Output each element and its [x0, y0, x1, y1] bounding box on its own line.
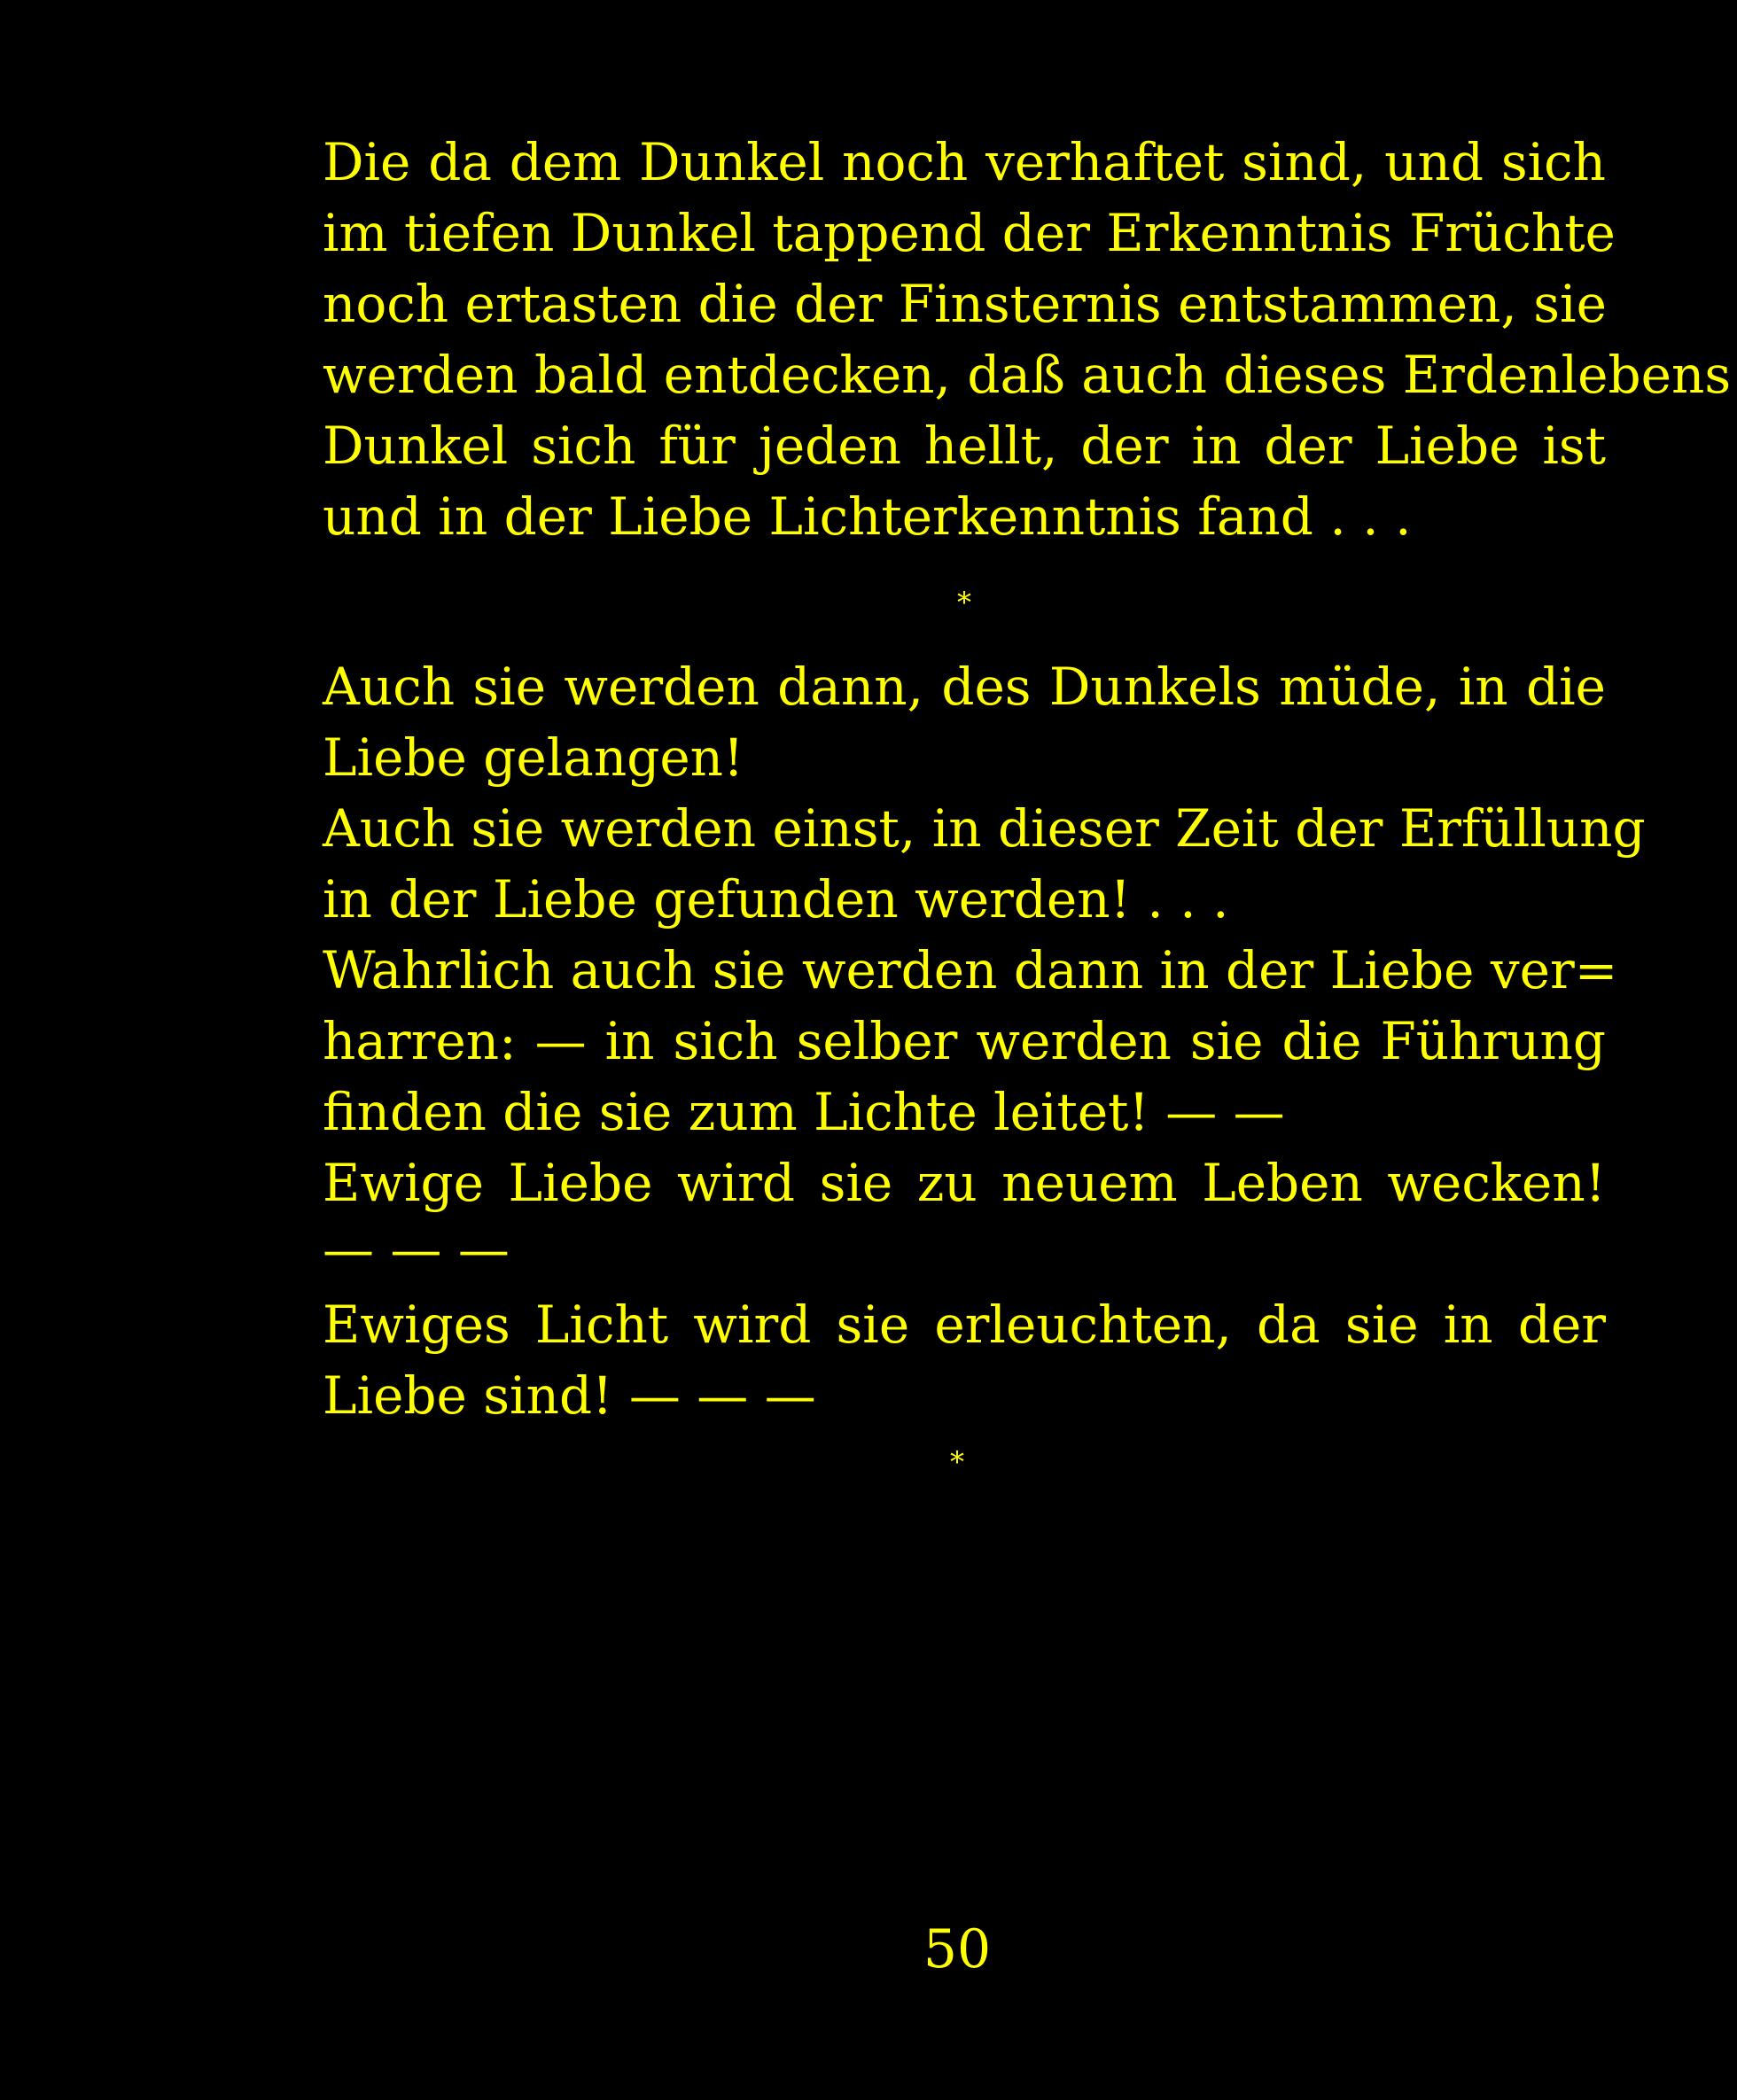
- text-line: Liebe sind! — — —: [323, 1365, 816, 1426]
- text-line: Ewige Liebe wird sie zu neuem Leben wecken!: [323, 1153, 1606, 1213]
- text-line: Auch sie werden einst, in dieser Zeit der Erfüllung: [323, 798, 1646, 859]
- text-line: Ewiges Licht wird sie erleuchten, da sie in der: [323, 1295, 1606, 1355]
- text-line: Dunkel sich für jeden hellt, der in der Liebe ist: [323, 416, 1606, 476]
- section-separator-star: *: [957, 586, 971, 619]
- text-line: Liebe gelangen!: [323, 727, 744, 788]
- text-line: Die da dem Dunkel noch verhaftet sind, und sich: [323, 132, 1606, 192]
- text-line: werden bald entdecken, daß auch dieses Erdenlebens: [323, 345, 1732, 405]
- page-number: 50: [923, 1918, 992, 1980]
- text-line: im tiefen Dunkel tappend der Erkenntnis Früchte: [323, 203, 1616, 263]
- text-line: finden die sie zum Lichte leitet! — —: [323, 1082, 1285, 1142]
- text-line: — — —: [323, 1219, 510, 1279]
- text-line: und in der Liebe Lichterkenntnis fand . . .: [323, 486, 1412, 547]
- text-line: harren: — in sich selber werden sie die Führung: [323, 1011, 1606, 1071]
- text-line: Wahrlich auch sie werden dann in der Liebe ver=: [323, 940, 1618, 1000]
- section-separator-star: *: [950, 1445, 964, 1479]
- text-line: Auch sie werden dann, des Dunkels müde, in die: [323, 657, 1606, 717]
- text-line: noch ertasten die der Finsternis entstammen, sie: [323, 274, 1607, 334]
- text-line: in der Liebe gefunden werden! . . .: [323, 869, 1229, 929]
